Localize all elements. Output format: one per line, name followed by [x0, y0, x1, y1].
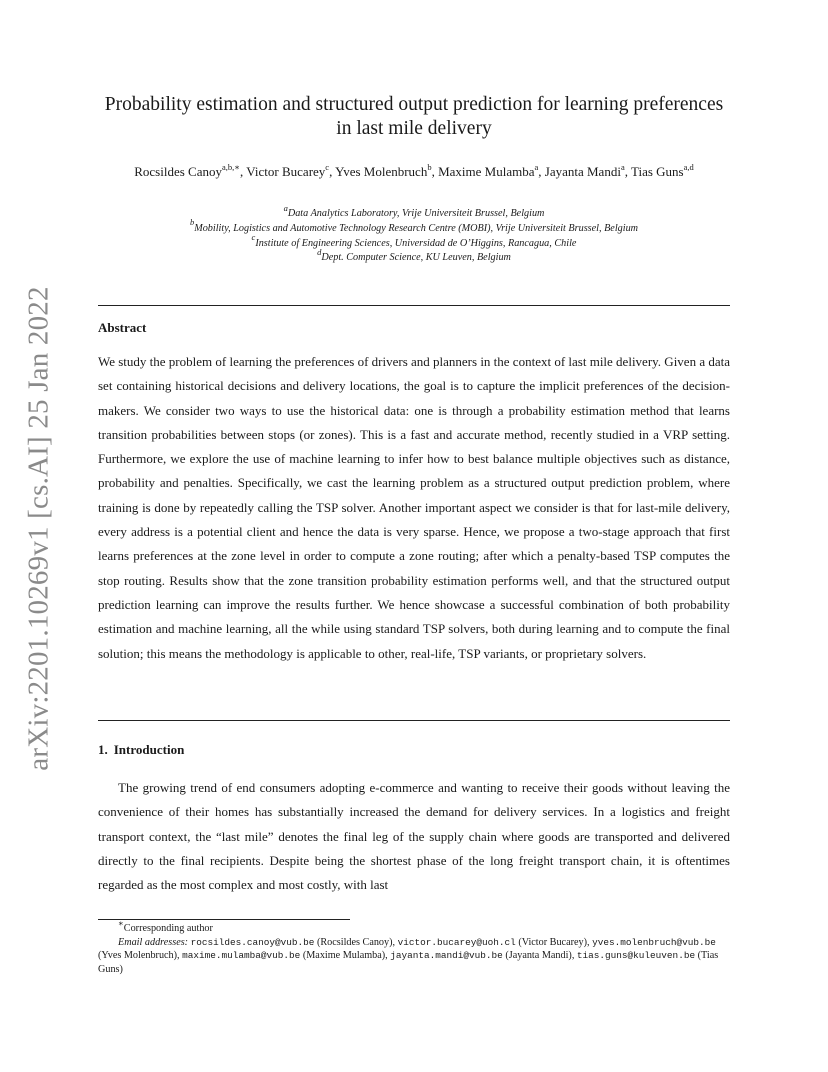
author: Jayanta Mandi$^a$	[544, 161, 625, 179]
introduction-body: The growing trend of end consumers adopting e-commerce and wanting to receive their goods without leaving the convenience of their homes has substantially increased the demand for delivery services. In a logistics and freight transport context, the “last mile” denotes the final leg of the supply chain where goods are transported and delivered directly to the final recipients. Despite being the shortest phase of the long freight transport chain, it is oftentimes regarded as the most complex and most costly, with last	[98, 780, 730, 893]
affiliation: $^b$Mobility, Logistics and Automotive Technology Research Centre (MOBI), Vrije Universiteit Brussel, Belgium	[189, 217, 639, 234]
email-footnote: Email addresses: rocsildes.canoy@vub.be (Rocsildes Canoy), victor.bucarey@uoh.cl (Victor Bucarey), yves.molenbruch@vub.be (Yves Molenbruch), maxime.mulamba@vub.be (Maxime Mulamba), jayanta.mandi@vub.be (Jayanta Mandi), tias.guns@kuleuven.be (Tias Guns)	[98, 936, 719, 975]
section-title: Introduction	[113, 742, 185, 757]
abstract-body: We study the problem of learning the preferences of drivers and planners in the context of last mile delivery. Given a data set containing historical decisions and delivery locations, the goal is to capture the implicit preferences of the decision-makers. We consider two ways to use the historical data: one is through a probability estimation method that learns transition probabilities between stops (or zones). This is a fast and accurate method, recently studied in a VRP setting. Furthermore, we explore the use of machine learning to infer how to best balance multiple objectives such as distance, probability and penalties. Specifically, we cast the learning problem as a structured output prediction problem, where training is done by repeatedly calling the TSP solver. Another important aspect we consider is that for last-mile delivery, every address is a potential client and hence the data is very sparse. Hence, we propose a two-stage approach that first learns preferences at the zone level in order to compute a zone routing; after which a penalty-based TSP computes the stop routing. Results show that the zone transition probability estimation performs well, and that the structured output prediction learning can improve the results further. We hence showcase a successful combination of both probability estimation and machine learning, all the while using standard TSP solvers, both during learning and to compute the final solution; this means the methodology is applicable to other, real-life, TSP variants, or proprietary solvers.	[98, 354, 730, 661]
author: Victor Bucarey$^c$	[246, 161, 330, 179]
author: Tias Guns$^{a,d}$	[630, 161, 694, 179]
abstract-heading: Abstract	[98, 320, 147, 335]
section-heading	[98, 742, 184, 758]
email-link[interactable]: victor.bucarey@uoh.cl	[397, 936, 516, 948]
email-link[interactable]: rocsildes.canoy@vub.be	[190, 936, 315, 948]
author-list: Rocsildes Canoy$^{a,b,∗}$, Victor Bucarey$^c$, Yves Molenbruch$^b$, Maxime Mulamba$^a$, Jayanta Mandi$^a$, Tias Guns$^{a,d}$	[134, 161, 694, 179]
paper-title: Probability estimation and structured output prediction for learning preferences in last mile delivery	[104, 94, 724, 139]
email-link[interactable]: jayanta.mandi@vub.be	[390, 950, 503, 961]
email-link[interactable]: tias.guns@kuleuven.be	[576, 950, 696, 961]
footnotes	[98, 917, 730, 976]
email-link[interactable]: yves.molenbruch@vub.be	[592, 936, 716, 948]
affiliation: $^d$Dept. Computer Science, KU Leuven, Belgium	[317, 247, 511, 264]
arxiv-stamp-text: arXiv:2201.10269v1 [cs.AI] 25 Jan 2022	[22, 285, 55, 771]
affiliation: $^a$Data Analytics Laboratory, Vrije Universiteit Brussel, Belgium	[283, 202, 545, 219]
author: Maxime Mulamba$^a$	[438, 161, 539, 179]
author: Yves Molenbruch$^b$	[335, 161, 432, 179]
email-link[interactable]: maxime.mulamba@vub.be	[182, 950, 301, 961]
email-label: Email addresses:	[118, 936, 189, 948]
abstract-top-rule	[98, 305, 730, 306]
arxiv-stamp[interactable]	[15, 285, 63, 771]
corresponding-footnote: ∗Corresponding author	[118, 917, 213, 934]
abstract-bottom-rule	[98, 720, 730, 721]
affiliations	[98, 202, 730, 266]
section-number: 1.	[98, 742, 108, 757]
affiliation: $^c$Institute of Engineering Sciences, Universidad de O’Higgins, Rancagua, Chile	[251, 232, 577, 249]
footnote-rule	[98, 919, 350, 920]
author: Rocsildes Canoy$^{a,b,∗}$	[134, 161, 241, 179]
